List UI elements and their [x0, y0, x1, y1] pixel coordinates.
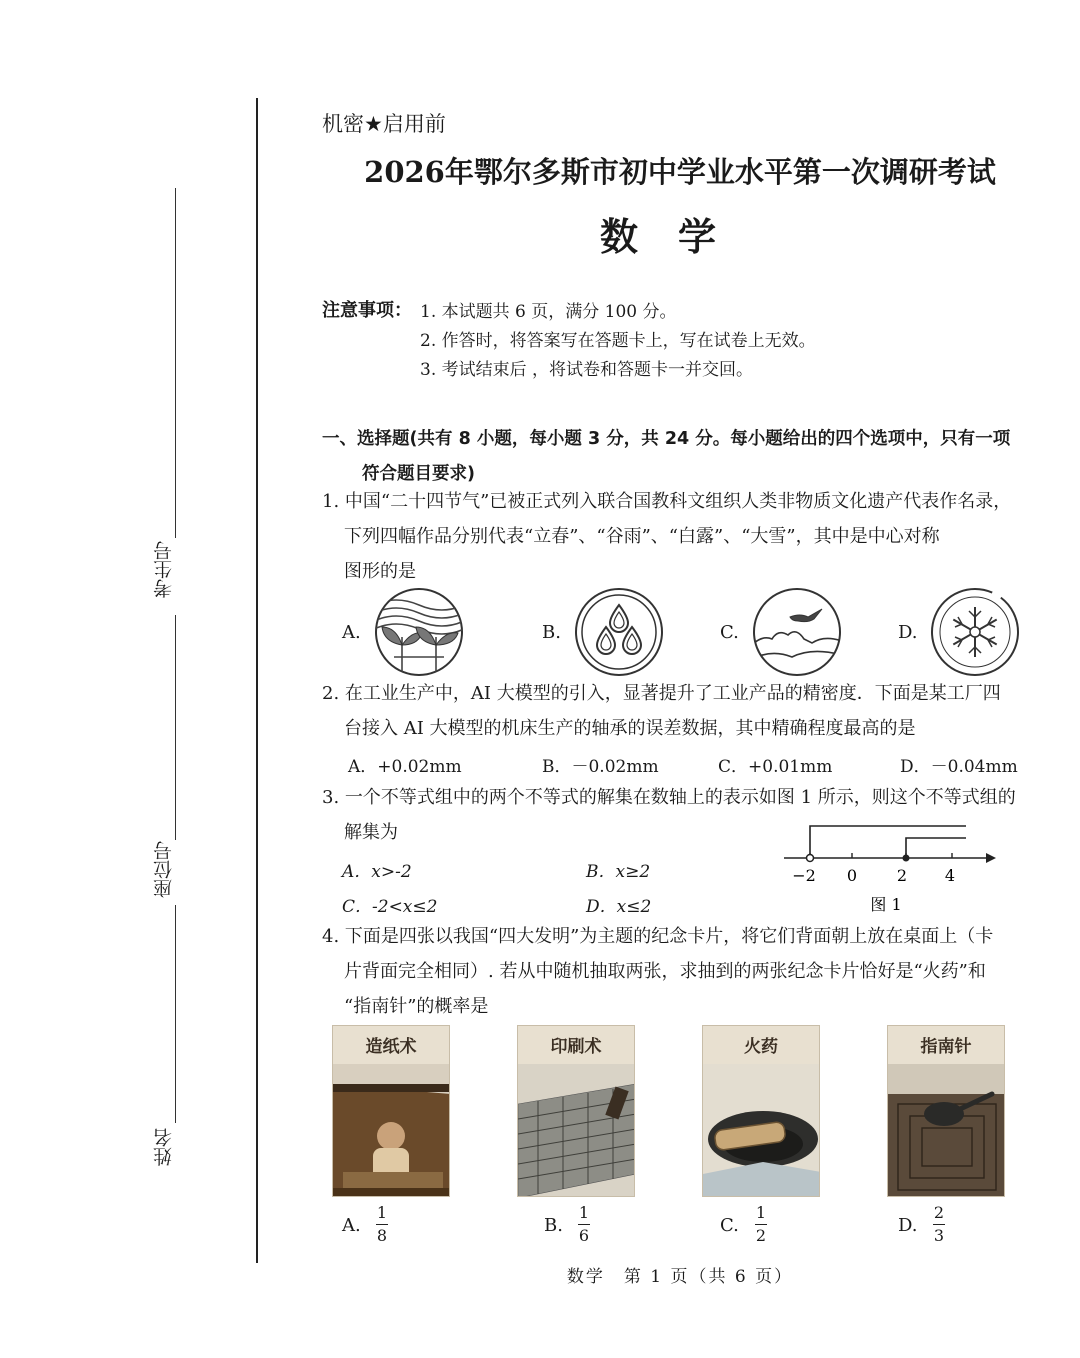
q4-option-a-label: A. [342, 1215, 361, 1236]
axis-label-neg2: −2 [792, 866, 816, 885]
question-3-line1: 3. 一个不等式组中的两个不等式的解集在数轴上的表示如图 1 所示，则这个不等式组的 [322, 787, 1016, 808]
q4-option-c-fraction [755, 1204, 767, 1245]
card-papermaking-title: 造纸术 [365, 1037, 417, 1057]
subject-title: 数学 [600, 215, 757, 259]
fraction-bar [933, 1224, 945, 1225]
q3-option-d: D．x≤2 [586, 897, 652, 917]
number-line-figure [780, 818, 1010, 918]
exam-title: 2026年鄂尔多斯市初中学业水平第一次调研考试 [364, 155, 996, 189]
question-1 [322, 484, 1062, 589]
q4-option-c-label: C. [720, 1215, 739, 1236]
q4-option-a-numerator: 1 [376, 1203, 388, 1222]
question-4-line2: 片背面完全相同）. 若从中随机抽取两张，求抽到的两张纪念卡片恰好是“火药”和 [344, 961, 986, 982]
question-4 [322, 919, 1062, 1024]
card-printing [517, 1025, 635, 1197]
axis-label-2: 2 [896, 866, 908, 885]
q4-option-d-denominator: 3 [933, 1226, 945, 1245]
papermaking-illustration [333, 1064, 450, 1197]
question-4-line3: “指南针”的概率是 [344, 996, 489, 1017]
secret-mark: 机密★启用前 [322, 112, 446, 136]
q4-option-a-denominator: 8 [376, 1226, 388, 1245]
q3-option-c: C．-2<x≤2 [342, 897, 438, 917]
notice-item-2: 2. 作答时，将答案写在答题卡上，写在试卷上无效。 [420, 331, 816, 351]
notice-item-1: 1. 本试题共 6 页，满分 100 分。 [420, 302, 677, 322]
card-compass [887, 1025, 1005, 1197]
q4-option-d-label: D. [898, 1215, 918, 1236]
q2-option-c: C．+0.01mm [718, 757, 833, 777]
axis-label-0: 0 [846, 866, 858, 885]
card-gunpowder [702, 1025, 820, 1197]
compass-illustration [888, 1064, 1005, 1197]
axis-label-4: 4 [944, 866, 956, 885]
question-4-line1: 4. 下面是四张以我国“四大发明”为主题的纪念卡片，将它们背面朝上放在桌面上（卡 [322, 926, 994, 947]
card-compass-title: 指南针 [920, 1037, 972, 1057]
notice-label: 注意事项： [322, 300, 412, 321]
question-1-line3: 图形的是 [344, 561, 416, 582]
section-heading-line1: 一、选择题(共有 8 小题，每小题 3 分，共 24 分。每小题给出的四个选项中，只有一项 [322, 429, 1011, 449]
name-label: 姓名 [153, 1128, 175, 1167]
q4-option-b-numerator: 1 [578, 1203, 590, 1222]
q1-option-b-label: B. [542, 622, 561, 643]
q4-option-b-label: B. [544, 1215, 563, 1236]
fraction-bar [578, 1224, 590, 1225]
page-footer: 数学 第 1 页（共 6 页） [566, 1267, 794, 1287]
fraction-bar [755, 1224, 767, 1225]
q2-option-a: A．+0.02mm [348, 757, 462, 777]
q4-option-d-numerator: 2 [933, 1203, 945, 1222]
q4-option-d-fraction [933, 1204, 945, 1245]
bailu-bird-icon [752, 587, 842, 677]
printing-illustration [518, 1064, 635, 1197]
question-1-line2: 下列四幅作品分别代表“立春”、“谷雨”、“白露”、“大雪”，其中是中心对称 [344, 526, 940, 547]
question-2-line1: 2. 在工业生产中，AI 大模型的引入，显著提升了工业产品的精密度．下面是某工厂四 [322, 683, 1001, 704]
q1-option-a-label: A. [342, 622, 361, 643]
q1-option-c-label: C. [720, 622, 739, 643]
q2-option-b: B．－0.02mm [542, 757, 659, 777]
figure-caption: 图 1 [870, 895, 902, 914]
daxue-snowflake-icon [930, 587, 1020, 677]
q4-option-c-denominator: 2 [755, 1226, 767, 1245]
exam-no-label: 考生号 [153, 541, 175, 599]
q4-option-b-denominator: 6 [578, 1226, 590, 1245]
gunpowder-illustration [703, 1064, 820, 1197]
guyu-raindrop-icon [574, 587, 664, 677]
card-gunpowder-title: 火药 [744, 1037, 778, 1057]
exam-no-rule [175, 188, 176, 538]
section-heading-line2: 符合题目要求) [362, 464, 475, 484]
question-2 [322, 676, 1062, 746]
section-heading [322, 422, 1062, 492]
fraction-bar [376, 1224, 388, 1225]
question-1-line1: 1. 中国“二十四节气”已被正式列入联合国教科文组织人类非物质文化遗产代表作名录， [322, 491, 1012, 512]
question-2-line2: 台接入 AI 大模型的机床生产的轴承的误差数据，其中精确程度最高的是 [344, 718, 916, 739]
q4-option-a-fraction [376, 1204, 388, 1245]
card-papermaking [332, 1025, 450, 1197]
lichun-sprout-icon [374, 587, 464, 677]
q4-option-b-fraction [578, 1204, 590, 1245]
question-3-line2: 解集为 [344, 822, 398, 843]
q2-option-d: D．－0.04mm [900, 757, 1018, 777]
q3-option-b: B．x≥2 [586, 862, 651, 882]
name-rule [175, 905, 176, 1123]
card-printing-title: 印刷术 [550, 1037, 602, 1057]
q1-option-d-label: D. [898, 622, 918, 643]
notice-item-3: 3. 考试结束后 ，将试卷和答题卡一并交回。 [420, 360, 754, 380]
seat-no-rule [175, 615, 176, 840]
binding-line [256, 98, 258, 1263]
seat-no-label: 座位号 [153, 841, 175, 899]
q4-option-c-numerator: 1 [755, 1203, 767, 1222]
q3-option-a: A．x>-2 [342, 862, 412, 882]
